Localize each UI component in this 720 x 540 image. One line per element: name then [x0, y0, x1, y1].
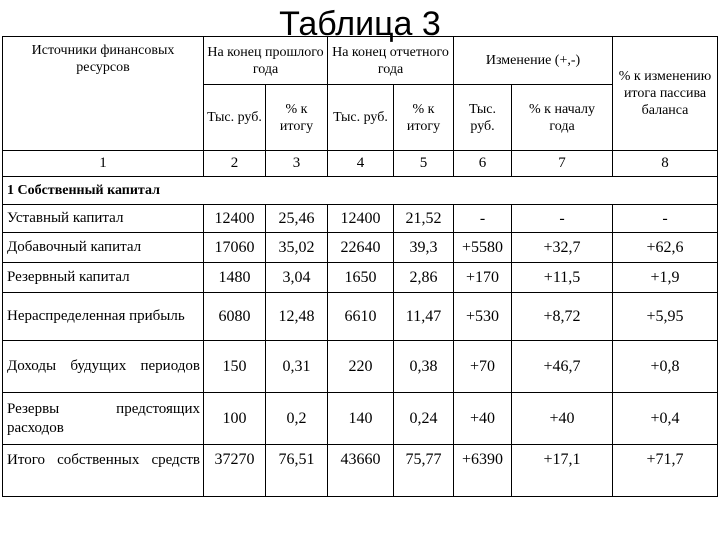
cell: -	[512, 205, 613, 233]
cell: +1,9	[613, 263, 718, 293]
row-label: Доходы будущих периодов	[3, 341, 204, 393]
table-title: Таблица 3	[279, 5, 441, 43]
cell: 12,48	[266, 293, 328, 341]
row-label: Нераспределенная прибыль	[3, 293, 204, 341]
cell: 25,46	[266, 205, 328, 233]
cell: 3,04	[266, 263, 328, 293]
cell: 1480	[204, 263, 266, 293]
subheader-thous-rub-report: Тыс. руб.	[328, 85, 394, 151]
row-label: Добавочный капитал	[3, 233, 204, 263]
row-label: Резервный капитал	[3, 263, 204, 293]
table-row-total	[3, 445, 718, 497]
col-number: 8	[613, 151, 718, 177]
cell: +46,7	[512, 341, 613, 393]
cell: 150	[204, 341, 266, 393]
cell: 0,38	[394, 341, 454, 393]
table-row	[3, 341, 718, 393]
table-row	[3, 263, 718, 293]
cell: 0,2	[266, 393, 328, 445]
cell: +11,5	[512, 263, 613, 293]
header-report-year: На конец отчетного года	[328, 37, 454, 85]
cell: 0,31	[266, 341, 328, 393]
table-row	[3, 293, 718, 341]
col-number: 5	[394, 151, 454, 177]
cell: 12400	[204, 205, 266, 233]
table-row	[3, 205, 718, 233]
cell: 11,47	[394, 293, 454, 341]
col-number: 2	[204, 151, 266, 177]
cell: +71,7	[613, 445, 718, 497]
cell: +40	[512, 393, 613, 445]
section-title: 1 Собственный капитал	[3, 177, 718, 205]
cell: +8,72	[512, 293, 613, 341]
header-sources: Источники финансовых ресурсов	[3, 37, 204, 151]
cell: +6390	[454, 445, 512, 497]
row-label: Уставный капитал	[3, 205, 204, 233]
subheader-thous-rub-change: Тыс. руб.	[454, 85, 512, 151]
cell: 0,24	[394, 393, 454, 445]
col-number: 7	[512, 151, 613, 177]
cell: 2,86	[394, 263, 454, 293]
cell: +17,1	[512, 445, 613, 497]
col-number: 3	[266, 151, 328, 177]
cell: +32,7	[512, 233, 613, 263]
subheader-thous-rub-prev: Тыс. руб.	[204, 85, 266, 151]
table-row	[3, 233, 718, 263]
subheader-pct-total-prev: % к итогу	[266, 85, 328, 151]
header-prev-year: На конец прошлого года	[204, 37, 328, 85]
cell: 1650	[328, 263, 394, 293]
cell: +170	[454, 263, 512, 293]
col-number: 6	[454, 151, 512, 177]
cell: 140	[328, 393, 394, 445]
header-pct-change-total: % к изменению итога пассива баланса	[613, 37, 718, 151]
cell: 37270	[204, 445, 266, 497]
cell: +40	[454, 393, 512, 445]
cell: 22640	[328, 233, 394, 263]
cell: -	[454, 205, 512, 233]
cell: 21,52	[394, 205, 454, 233]
cell: +0,4	[613, 393, 718, 445]
header-change: Изменение (+,-)	[454, 37, 613, 85]
cell: 39,3	[394, 233, 454, 263]
cell: +5,95	[613, 293, 718, 341]
cell: +62,6	[613, 233, 718, 263]
cell: 76,51	[266, 445, 328, 497]
table-row	[3, 393, 718, 445]
cell: 100	[204, 393, 266, 445]
col-number: 4	[328, 151, 394, 177]
subheader-pct-start: % к началу года	[512, 85, 613, 151]
cell: +0,8	[613, 341, 718, 393]
cell: -	[613, 205, 718, 233]
col-number: 1	[3, 151, 204, 177]
cell: 75,77	[394, 445, 454, 497]
cell: 6080	[204, 293, 266, 341]
cell: 43660	[328, 445, 394, 497]
cell: 17060	[204, 233, 266, 263]
cell: +530	[454, 293, 512, 341]
row-label: Резервы предстоящих расходов	[3, 393, 204, 445]
cell: 35,02	[266, 233, 328, 263]
cell: +5580	[454, 233, 512, 263]
cell: 220	[328, 341, 394, 393]
column-numbers-row	[3, 151, 718, 177]
cell: 12400	[328, 205, 394, 233]
cell: +70	[454, 341, 512, 393]
row-label: Итого собственных средств	[3, 445, 204, 497]
cell: 6610	[328, 293, 394, 341]
financial-sources-table	[2, 36, 718, 497]
subheader-pct-total-report: % к итогу	[394, 85, 454, 151]
